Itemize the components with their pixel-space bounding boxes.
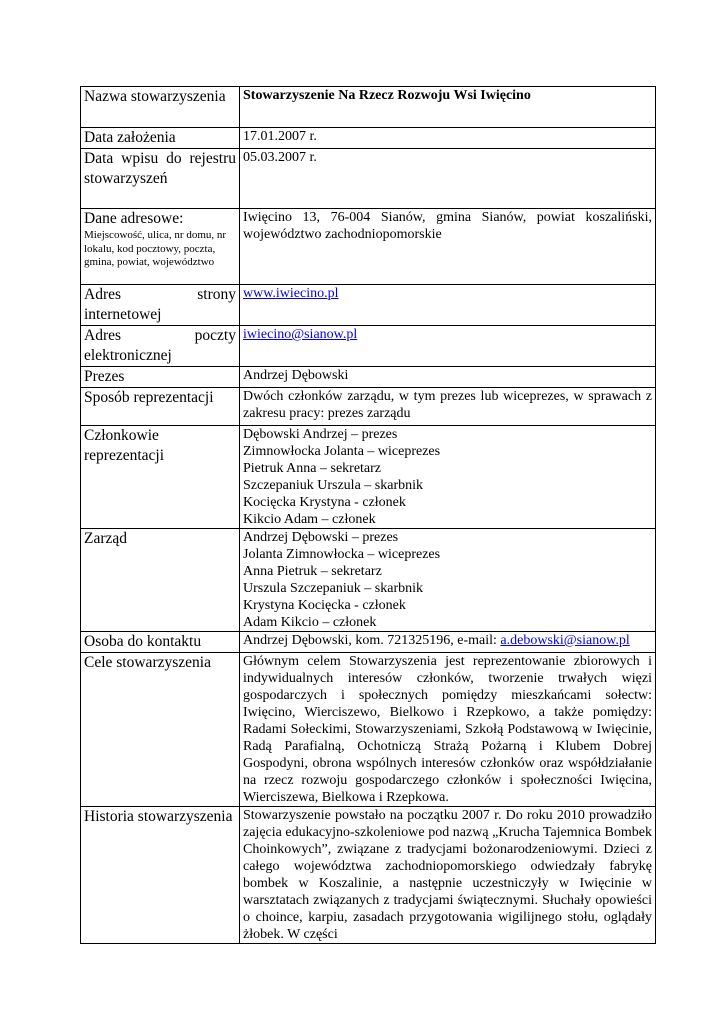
table-row xyxy=(81,285,656,326)
list-item: Szczepaniuk Urszula – skarbnik xyxy=(243,478,423,493)
board-list xyxy=(240,529,656,632)
contact-cell xyxy=(240,632,656,653)
list-item: Anna Pietruk – sekretarz xyxy=(243,564,382,579)
list-item: Kocięcka Krystyna - członek xyxy=(243,495,406,510)
table-row xyxy=(81,388,656,426)
email-link[interactable]: iwiecino@sianow.pl xyxy=(243,327,358,342)
address-label-cell xyxy=(81,209,240,285)
table-row xyxy=(81,653,656,807)
email-label-text: Adres poczty elektronicznej xyxy=(84,327,236,364)
registered-label xyxy=(81,149,240,209)
history-label: Historia stowarzyszenia xyxy=(81,807,240,944)
name-value: Stowarzyszenie Na Rzecz Rozwoju Wsi Iwięcino xyxy=(240,87,656,128)
address-label: Dane adresowe: xyxy=(84,210,184,227)
members-list xyxy=(240,426,656,529)
representation-label: Sposób reprezentacji xyxy=(81,388,240,426)
list-item: Kikcio Adam – członek xyxy=(243,512,376,527)
registered-label-text: Data wpisu do rejestru stowarzyszeń xyxy=(84,150,236,187)
president-value: Andrzej Dębowski xyxy=(240,367,656,388)
website-label-text: Adres strony internetowej xyxy=(84,286,236,323)
table-row xyxy=(81,209,656,285)
goals-value: Głównym celem Stowarzyszenia jest reprezentowanie zbiorowych i indywidualnych interesów członków, tworzenie trwałych więzi gospodarczych i społecznych pomiędzy mieszkańcami sołectw: Iwięcino, Wierciszewo, Bielkowo i Rzepkowo, a także pomiędzy: Radami Sołeckimi, Stowarzyszeniami, Szkołą Podstawową w Iwięcinie, Radą Parafialną, Ochotniczą Strażą Pożarną i Klubem Dobrej Gospodyni, obrona wspólnych interesów członków oraz współdziałanie na rzecz rozwoju gospodarczego członków i społeczności Iwięcina, Wierciszewa, Bielkowa i Rzepkowa. xyxy=(240,653,656,807)
table-row xyxy=(81,326,656,367)
website-cell xyxy=(240,285,656,326)
list-item: Jolanta Zimnowłocka – wiceprezes xyxy=(243,547,441,562)
address-value: Iwięcino 13, 76-004 Sianów, gmina Sianów, powiat koszaliński, województwo zachodniopomorskie xyxy=(240,209,656,285)
table-row xyxy=(81,529,656,632)
list-item: Zimnowłocka Jolanta – wiceprezes xyxy=(243,444,441,459)
website-label xyxy=(81,285,240,326)
table-row xyxy=(81,149,656,209)
table-row xyxy=(81,367,656,388)
founded-label: Data założenia xyxy=(81,128,240,149)
goals-label: Cele stowarzyszenia xyxy=(81,653,240,807)
name-label: Nazwa stowarzyszenia xyxy=(81,87,240,128)
email-cell xyxy=(240,326,656,367)
board-label: Zarząd xyxy=(81,529,240,632)
president-label: Prezes xyxy=(81,367,240,388)
members-label: Członkowie reprezentacji xyxy=(81,426,240,529)
association-info-table xyxy=(80,86,656,944)
table-row xyxy=(81,807,656,944)
table-row xyxy=(81,632,656,653)
website-link[interactable]: www.iwiecino.pl xyxy=(243,286,339,301)
list-item: Dębowski Andrzej – prezes xyxy=(243,427,398,442)
contact-email-link[interactable]: a.debowski@sianow.pl xyxy=(500,633,630,648)
list-item: Adam Kikcio – członek xyxy=(243,615,377,630)
list-item: Andrzej Dębowski – prezes xyxy=(243,530,399,545)
contact-value: Andrzej Dębowski, kom. 721325196, e-mail: xyxy=(243,633,501,648)
email-label xyxy=(81,326,240,367)
table-row xyxy=(81,87,656,128)
registered-value: 05.03.2007 r. xyxy=(240,149,656,209)
founded-value: 17.01.2007 r. xyxy=(240,128,656,149)
list-item: Urszula Szczepaniuk – skarbnik xyxy=(243,581,423,596)
address-sublabel: Miejscowość, ulica, nr domu, nr lokalu, kod pocztowy, poczta, gmina, powiat, województwo xyxy=(84,229,227,268)
contact-label: Osoba do kontaktu xyxy=(81,632,240,653)
list-item: Pietruk Anna – sekretarz xyxy=(243,461,382,476)
table-row xyxy=(81,426,656,529)
representation-value: Dwóch członków zarządu, w tym prezes lub wiceprezes, w sprawach z zakresu pracy: prezes zarządu xyxy=(240,388,656,426)
table-row xyxy=(81,128,656,149)
list-item: Krystyna Kocięcka - członek xyxy=(243,598,406,613)
history-value: Stowarzyszenie powstało na początku 2007 r. Do roku 2010 prowadziło zajęcia edukacyjno-szkoleniowe pod nazwą „Krucha Tajemnica Bombek Choinkowych”, związane z tradycjami bożonarodzeniowymi. Dzieci z całego województwa zachodniopomorskiego odwiedzały fabrykę bombek w Koszalinie, a następnie uczestniczyły w Iwięcinie w warsztatach związanych z tradycjami świątecznymi. Słuchały opowieści o choince, karpiu, zasadach przygotowania wigilijnego stołu, oglądały żłobek. W części xyxy=(240,807,656,944)
